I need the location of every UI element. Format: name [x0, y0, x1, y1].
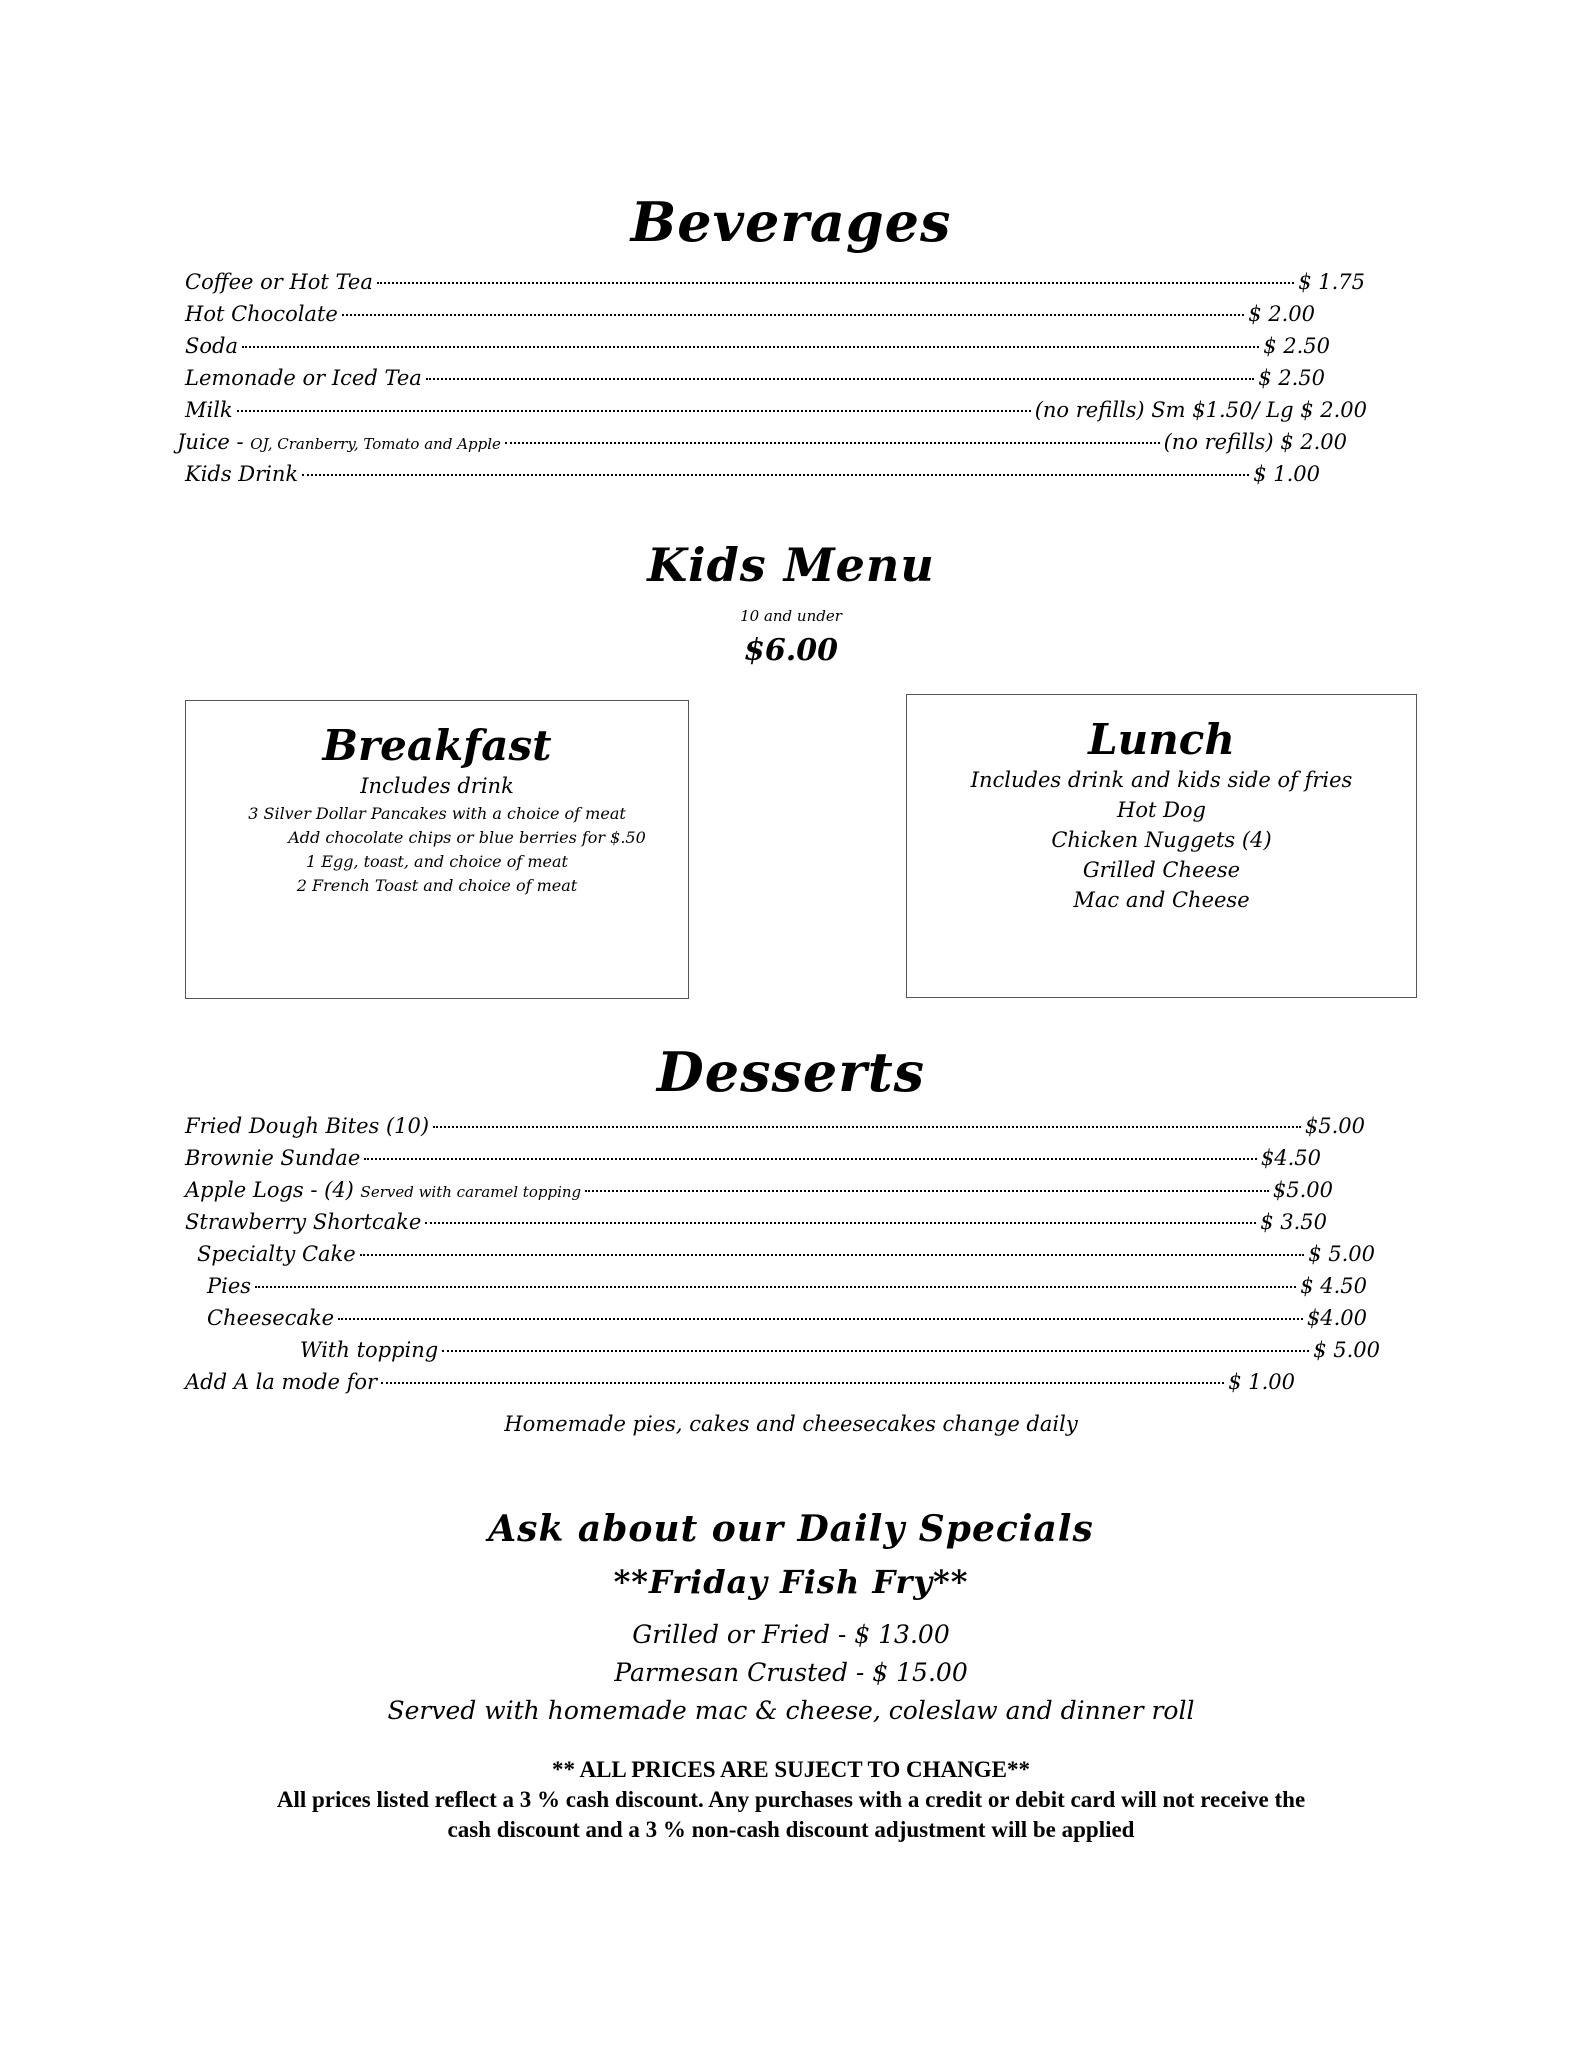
item-label: Fried Dough Bites (10) — [185, 1114, 430, 1138]
breakfast-box — [185, 700, 689, 999]
leader-dots — [425, 1222, 1256, 1224]
disclaimer-line: All prices listed reflect a 3 % cash discount. Any purchases with a credit or debit card will not receive the — [276, 1787, 1306, 1812]
leader-dots — [342, 314, 1244, 316]
item-label: Soda — [185, 334, 238, 358]
breakfast-line: Add chocolate chips or blue berries for $.50 — [288, 828, 646, 847]
lunch-line: Grilled Cheese — [1082, 858, 1241, 882]
leader-dots — [242, 346, 1259, 348]
leader-dots — [338, 1318, 1303, 1320]
list-item — [197, 1242, 1375, 1274]
list-item — [185, 270, 1365, 302]
item-label: Lemonade or Iced Tea — [185, 366, 422, 390]
breakfast-title: Breakfast — [322, 721, 552, 770]
item-price: $ 2.00 — [1248, 302, 1315, 326]
list-item — [185, 1210, 1327, 1242]
item-price: $ 1.75 — [1298, 270, 1365, 294]
leader-dots — [442, 1350, 1309, 1352]
item-price: (no refills) $ 2.00 — [1163, 430, 1347, 454]
list-item — [185, 398, 1367, 430]
breakfast-line: 2 French Toast and choice of meat — [296, 876, 578, 895]
item-label: Apple Logs - (4) Served with caramel topping — [185, 1178, 582, 1202]
item-price: $ 2.50 — [1258, 366, 1325, 390]
leader-dots — [237, 410, 1031, 412]
item-price: $5.00 — [1272, 1178, 1333, 1202]
list-item — [207, 1274, 1367, 1306]
beverages-list — [177, 270, 1385, 494]
breakfast-line: 1 Egg, toast, and choice of meat — [306, 852, 568, 871]
item-label: Add A la mode for — [185, 1370, 378, 1394]
leader-dots — [381, 1382, 1224, 1384]
leader-dots — [255, 1286, 1296, 1288]
item-price: $4.00 — [1306, 1306, 1367, 1330]
item-price: $ 1.00 — [1228, 1370, 1295, 1394]
kids-menu-heading: Kids Menu — [647, 538, 935, 592]
desserts-heading: Desserts — [656, 1040, 926, 1104]
beverages-heading: Beverages — [630, 190, 952, 254]
specials-heading: Ask about our Daily Specials — [488, 1508, 1094, 1550]
lunch-title: Lunch — [1088, 715, 1235, 764]
item-price: $ 3.50 — [1260, 1210, 1327, 1234]
specials-line: Parmesan Crusted - $ 15.00 — [614, 1658, 968, 1687]
item-sublabel: Served with caramel topping — [360, 1183, 582, 1201]
list-item — [300, 1338, 1380, 1370]
item-label: Coffee or Hot Tea — [185, 270, 373, 294]
lunch-line: Includes drink and kids side of fries — [970, 768, 1353, 792]
item-price: $ 4.50 — [1300, 1274, 1367, 1298]
list-item — [185, 302, 1315, 334]
item-price: $5.00 — [1304, 1114, 1365, 1138]
leader-dots — [302, 474, 1249, 476]
list-item — [185, 366, 1325, 398]
list-item — [185, 1178, 1333, 1210]
leader-dots — [585, 1190, 1269, 1192]
item-label: Hot Chocolate — [185, 302, 338, 326]
fish-fry-heading: **Friday Fish Fry** — [613, 1563, 969, 1601]
lunch-line: Chicken Nuggets (4) — [1051, 828, 1272, 852]
item-label: Cheesecake — [207, 1306, 335, 1330]
leader-dots — [433, 1126, 1301, 1128]
item-label: Strawberry Shortcake — [185, 1210, 422, 1234]
leader-dots — [377, 282, 1294, 284]
item-price: $ 5.00 — [1313, 1338, 1380, 1362]
item-label: Kids Drink — [185, 462, 299, 486]
item-label: Juice - OJ, Cranberry, Tomato and Apple — [177, 430, 501, 454]
leader-dots — [505, 442, 1160, 444]
breakfast-line: Includes drink — [360, 774, 514, 798]
item-sublabel: OJ, Cranberry, Tomato and Apple — [250, 435, 501, 453]
item-label: With topping — [300, 1338, 439, 1362]
list-item — [177, 430, 1347, 462]
leader-dots — [360, 1254, 1305, 1256]
item-label: Pies — [207, 1274, 252, 1298]
kids-menu-price: $6.00 — [744, 633, 838, 668]
list-item — [207, 1306, 1367, 1338]
item-label: Specialty Cake — [197, 1242, 356, 1266]
list-item — [185, 334, 1330, 366]
lunch-line: Mac and Cheese — [1073, 888, 1250, 912]
item-label: Brownie Sundae — [185, 1146, 361, 1170]
item-price: (no refills) Sm $1.50/ Lg $ 2.00 — [1034, 398, 1367, 422]
list-item — [185, 1114, 1365, 1146]
price-disclaimer — [200, 1755, 1382, 1845]
lunch-line: Hot Dog — [1117, 798, 1206, 822]
desserts-list — [185, 1114, 1385, 1402]
item-label: Milk — [185, 398, 233, 422]
list-item — [185, 462, 1320, 494]
specials-line: Served with homemade mac & cheese, coleslaw and dinner roll — [387, 1696, 1195, 1725]
breakfast-line: 3 Silver Dollar Pancakes with a choice of meat — [248, 804, 626, 823]
item-price: $4.50 — [1260, 1146, 1321, 1170]
item-price: $ 1.00 — [1253, 462, 1320, 486]
disclaimer-line: cash discount and a 3 % non-cash discount adjustment will be applied — [447, 1817, 1135, 1842]
lunch-box — [906, 694, 1417, 998]
list-item — [185, 1370, 1295, 1402]
list-item — [185, 1146, 1321, 1178]
item-price: $ 5.00 — [1308, 1242, 1375, 1266]
leader-dots — [426, 378, 1254, 380]
disclaimer-line: ** ALL PRICES ARE SUJECT TO CHANGE** — [551, 1757, 1031, 1782]
specials-line: Grilled or Fried - $ 13.00 — [632, 1620, 950, 1649]
kids-menu-subtitle: 10 and under — [740, 607, 842, 625]
leader-dots — [364, 1158, 1257, 1160]
item-price: $ 2.50 — [1263, 334, 1330, 358]
desserts-note: Homemade pies, cakes and cheesecakes change daily — [504, 1412, 1078, 1436]
